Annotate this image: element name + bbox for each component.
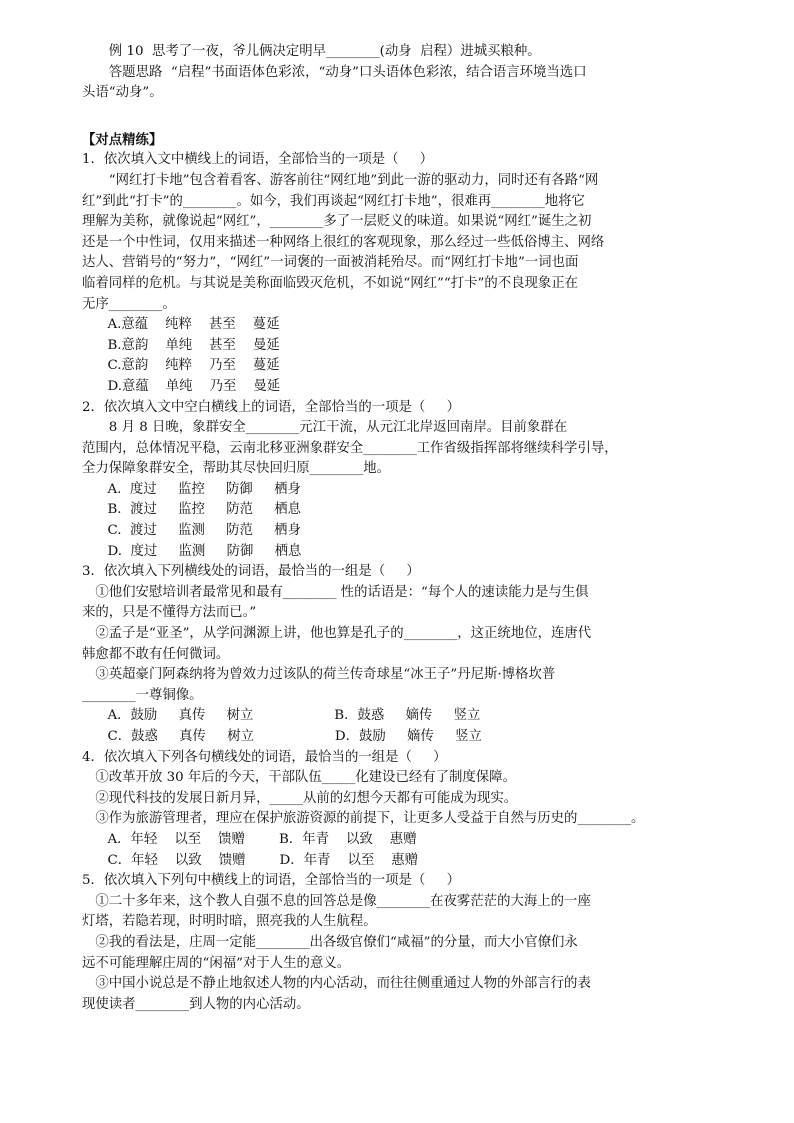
question-1: [82, 150, 708, 397]
option-row-ab: A．年轻 以至 馈赠 B．年青 以致 惠赠: [107, 831, 417, 847]
option-row-cd: C．年轻 以致 馈赠 D．年青 以至 惠赠: [107, 852, 419, 868]
question-stem: 5．依次填入下列句中横线上的词语，全部恰当的一项是（ ）: [82, 873, 460, 889]
passage-line: 韩愈都不敢有任何微词。: [82, 646, 230, 662]
passage-line: 无序________。: [82, 296, 176, 312]
passage-line: 灯塔，若隐若现，时明时暗，照亮我的人生航程。: [82, 914, 377, 930]
passage-line: “网红打卡地”包含着看客、游客前往“网红地”到此一游的驱动力，同时还有各路“网: [108, 172, 599, 188]
passage-line: ③中国小说总是不静止地叙述人物的内心活动，而往往侧重通过人物的外部言行的表: [95, 976, 591, 992]
passage-line: ②现代科技的发展日新月异，_____从前的幻想今天都有可能成为现实。: [95, 790, 518, 806]
question-stem: 2．依次填入文中空白横线上的词语，全部恰当的一项是（ ）: [82, 399, 460, 415]
question-2: [82, 398, 708, 563]
passage-line: 远不可能理解庄周的“闲福”对于人生的意义。: [82, 955, 351, 971]
passage-line: 现使读者________到人物的内心活动。: [82, 996, 310, 1012]
option-d: D. 度过 监测 防御 栖息: [107, 543, 302, 559]
passage-line: ①他们安慰培训者最常见和最有________ 性的话语是：“每个人的速读能力是与生俱: [95, 584, 589, 600]
option-d: D.意蕴 单纯 乃至 曼延: [107, 378, 281, 394]
passage-line: 还是一个中性词，仅用来描述一种网络上很红的客观现象，那么经过一些低俗博主、网络: [82, 234, 605, 250]
passage-line: ②我的看法是，庄周一定能________出各级官僚们“咸福”的分量，而大小官僚们永: [95, 934, 578, 950]
option-a: A. 度过 监控 防御 栖身: [107, 481, 301, 497]
option-c: C.意韵 纯粹 乃至 蔓延: [107, 358, 280, 374]
passage-line: 达人、营销号的“努力”，“网红”一词褒的一面被消耗殆尽。而“网红打卡地”一词也面: [82, 255, 579, 271]
passage-line: ________一尊铜像。: [82, 687, 203, 703]
section-title: 【对点精练】: [82, 131, 163, 148]
question-stem: 3．依次填入下列横线处的词语，最恰当的一组是（ ）: [82, 564, 420, 580]
option-row-cd: C．鼓惑 真传 树立 D．鼓励 嫡传 竖立: [107, 729, 482, 744]
passage-line: ①改革开放 30 年后的今天，干部队伍_____化建设已经有了制度保障。: [95, 770, 516, 786]
passage-line: 来的，只是不懂得方法而已。”: [82, 605, 257, 621]
option-b: B.意韵 单纯 甚至 曼延: [107, 337, 280, 353]
option-c: C. 渡过 监测 防范 栖身: [107, 523, 301, 539]
question-4: [82, 748, 708, 872]
answer-hint-line: 头语“动身”。: [82, 85, 163, 101]
question-3: [82, 562, 708, 747]
passage-line: 全力保障象群安全，帮助其尽快回归原________地。: [82, 461, 390, 477]
passage-line: 8 月 8 日晚，象群安全________元江干流，从元江北岸返回南岸。目前象群在: [108, 420, 568, 436]
passage-line: 理解为美称，就像说起“网红”，________多了一层贬义的味道。如果说“网红”诞生之初: [82, 214, 592, 230]
passage-line: 范围内，总体情况平稳，云南北移亚洲象群安全________工作省级指挥部将继续科学引导，: [82, 440, 618, 456]
passage-line: 红”到此“打卡”的________。如今，我们再谈起“网红打卡地”，很难再________地将它: [82, 193, 585, 209]
passage-line: 临着同样的危机。与其说是美称面临毁灭危机，不如说“网红”“打卡”的不良现象正在: [82, 275, 579, 291]
question-stem: 4．依次填入下列各句横线处的词语，最恰当的一组是（ ）: [82, 749, 447, 765]
question-5: [82, 871, 708, 1015]
option-b: B. 渡过 监控 防范 栖息: [107, 502, 302, 518]
question-stem: 1．依次填入文中横线上的词语，全部恰当的一项是（ ）: [82, 152, 434, 168]
passage-line: ③作为旅游管理者，理应在保护旅游资源的前提下，让更多人受益于自然与历史的________。: [95, 811, 645, 827]
example-line: 例 10 思考了一夜，爷儿俩决定明早________(动身 启程）进城买粮种。: [108, 44, 541, 59]
passage-line: ②孟子是“亚圣”，从学问渊源上讲，他也算是孔子的________，这正统地位，连唐代: [95, 626, 592, 642]
answer-hint-line: 答题思路 “启程”书面语体色彩浓，“动身”口头语体色彩浓，结合语言环境当选口: [108, 64, 587, 80]
passage-line: ①二十多年来，这个教人自强不息的回答总是像________在夜雾茫茫的大海上的一座: [95, 893, 591, 909]
passage-line: ③英超豪门阿森纳将为曾效力过该队的荷兰传奇球星“冰王子”丹尼斯·博格坎普: [95, 667, 556, 683]
option-a: A.意蕴 纯粹 甚至 蔓延: [107, 317, 280, 333]
example-block: [82, 42, 708, 104]
option-row-ab: A．鼓励 真传 树立 B．鼓惑 嫡传 竖立: [107, 708, 481, 724]
